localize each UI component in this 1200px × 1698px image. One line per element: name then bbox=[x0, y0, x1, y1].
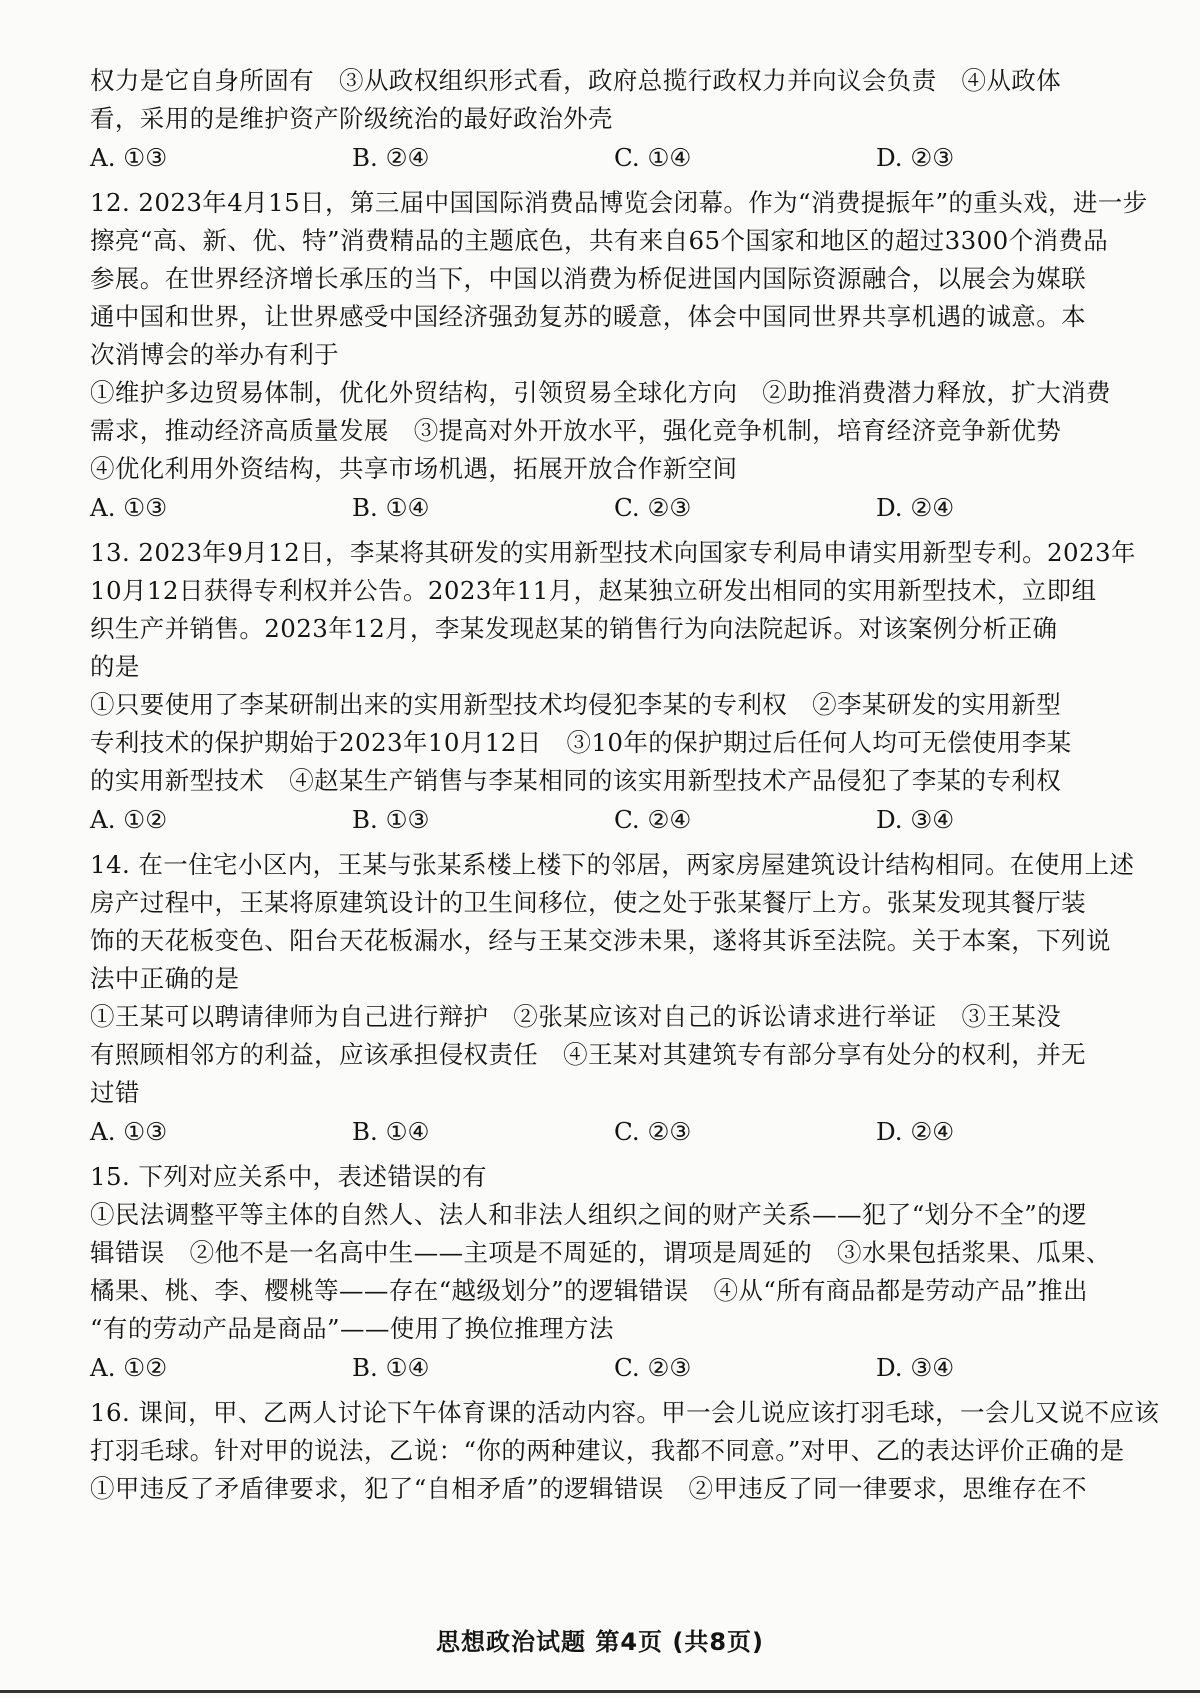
text-line: 通中国和世界，让世界感受中国经济强劲复苏的暖意，体会中国同世界共享机遇的诚意。本 bbox=[90, 302, 1086, 331]
option-a: A. ①② bbox=[90, 805, 168, 834]
text-line: 专利技术的保护期始于2023年10月12日 ③10年的保护期过后任何人均可无偿使用李某 bbox=[90, 728, 1072, 757]
text-line: 权力是它自身所固有 ③从政权组织形式看，政府总揽行政权力并向议会负责 ④从政体 bbox=[90, 66, 1062, 95]
option-c: C. ②③ bbox=[614, 1353, 692, 1382]
text-line: 13. 2023年9月12日，李某将其研发的实用新型技术向国家专利局申请实用新型专利。2023年 bbox=[90, 538, 1136, 567]
text-line: 看，采用的是维护资产阶级统治的最好政治外壳 bbox=[90, 104, 613, 133]
option-c: C. ②④ bbox=[614, 805, 692, 834]
text-line: 橘果、桃、李、樱桃等——存在“越级划分”的逻辑错误 ④从“所有商品都是劳动产品”推出 bbox=[90, 1276, 1088, 1305]
option-d: D. ②④ bbox=[876, 1117, 955, 1146]
question-16 bbox=[90, 1394, 1160, 1508]
text-line: ④优化利用外资结构，共享市场机遇，拓展开放合作新空间 bbox=[90, 454, 738, 483]
text-line: 次消博会的举办有利于 bbox=[90, 340, 339, 369]
option-c: C. ②③ bbox=[614, 1117, 692, 1146]
text-line: ①甲违反了矛盾律要求，犯了“自相矛盾”的逻辑错误 ②甲违反了同一律要求，思维存在不 bbox=[90, 1474, 1087, 1503]
text-line: 需求，推动经济高质量发展 ③提高对外开放水平，强化竞争机制，培育经济竞争新优势 bbox=[90, 416, 1062, 445]
text-line: 有照顾相邻方的利益，应该承担侵权责任 ④王某对其建筑专有部分享有处分的权利，并无 bbox=[90, 1040, 1086, 1069]
option-a: A. ①③ bbox=[90, 143, 168, 172]
answer-options bbox=[90, 138, 1160, 178]
text-line: 擦亮“高、新、优、特”消费精品的主题底色，共有来自65个国家和地区的超过3300个消费品 bbox=[90, 226, 1109, 255]
answer-options bbox=[90, 800, 1160, 840]
option-b: B. ①④ bbox=[352, 493, 430, 522]
question-11-tail bbox=[90, 62, 1160, 178]
option-c: C. ②③ bbox=[614, 493, 692, 522]
option-d: D. ②③ bbox=[876, 143, 955, 172]
text-line: 14. 在一住宅小区内，王某与张某系楼上楼下的邻居，两家房屋建筑设计结构相同。在使用上述 bbox=[90, 850, 1135, 879]
text-line: 打羽毛球。针对甲的说法，乙说：“你的两种建议，我都不同意。”对甲、乙的表达评价正确的是 bbox=[90, 1436, 1125, 1465]
option-b: B. ②④ bbox=[352, 143, 430, 172]
text-line: “有的劳动产品是商品”——使用了换位推理方法 bbox=[90, 1314, 614, 1343]
text-line: 参展。在世界经济增长承压的当下，中国以消费为桥促进国内国际资源融合，以展会为媒联 bbox=[90, 264, 1086, 293]
option-b: B. ①④ bbox=[352, 1117, 430, 1146]
question-15 bbox=[90, 1158, 1160, 1388]
text-line: ①民法调整平等主体的自然人、法人和非法人组织之间的财产关系——犯了“划分不全”的逻 bbox=[90, 1200, 1087, 1229]
page-content bbox=[90, 62, 1160, 1508]
text-line: 过错 bbox=[90, 1078, 140, 1107]
text-line: 饰的天花板变色、阳台天花板漏水，经与王某交涉未果，遂将其诉至法院。关于本案，下列说 bbox=[90, 926, 1111, 955]
option-b: B. ①④ bbox=[352, 1353, 430, 1382]
text-line: 的实用新型技术 ④赵某生产销售与李某相同的该实用新型技术产品侵犯了李某的专利权 bbox=[90, 766, 1062, 795]
bottom-rule bbox=[0, 1690, 1200, 1693]
answer-options bbox=[90, 488, 1160, 528]
option-b: B. ①③ bbox=[352, 805, 430, 834]
question-14 bbox=[90, 846, 1160, 1152]
option-d: D. ③④ bbox=[876, 1353, 955, 1382]
option-c: C. ①④ bbox=[614, 143, 692, 172]
option-d: D. ②④ bbox=[876, 493, 955, 522]
text-line: 16. 课间，甲、乙两人讨论下午体育课的活动内容。甲一会儿说应该打羽毛球，一会儿又说不应该 bbox=[90, 1398, 1160, 1427]
text-line: 的是 bbox=[90, 652, 140, 681]
text-line: ①维护多边贸易体制，优化外贸结构，引领贸易全球化方向 ②助推消费潜力释放，扩大消费 bbox=[90, 378, 1111, 407]
answer-options bbox=[90, 1112, 1160, 1152]
page-footer: 思想政治试题 第4页 (共8页) bbox=[435, 1628, 765, 1656]
text-line: ①只要使用了李某研制出来的实用新型技术均侵犯李某的专利权 ②李某研发的实用新型 bbox=[90, 690, 1062, 719]
text-line: ①王某可以聘请律师为自己进行辩护 ②张某应该对自己的诉讼请求进行举证 ③王某没 bbox=[90, 1002, 1062, 1031]
option-a: A. ①③ bbox=[90, 1117, 168, 1146]
question-13 bbox=[90, 534, 1160, 840]
text-line: 15. 下列对应关系中，表述错误的有 bbox=[90, 1162, 487, 1191]
option-d: D. ③④ bbox=[876, 805, 955, 834]
option-a: A. ①③ bbox=[90, 493, 168, 522]
question-12 bbox=[90, 184, 1160, 528]
answer-options bbox=[90, 1348, 1160, 1388]
text-line: 织生产并销售。2023年12月，李某发现赵某的销售行为向法院起诉。对该案例分析正确 bbox=[90, 614, 1058, 643]
text-line: 12. 2023年4月15日，第三届中国国际消费品博览会闭幕。作为“消费提振年”的重头戏，进一步 bbox=[90, 188, 1148, 217]
text-line: 辑错误 ②他不是一名高中生——主项是不周延的，谓项是周延的 ③水果包括浆果、瓜果、 bbox=[90, 1238, 1111, 1267]
text-line: 10月12日获得专利权并公告。2023年11月，赵某独立研发出相同的实用新型技术，立即组 bbox=[90, 576, 1097, 605]
text-line: 房产过程中，王某将原建筑设计的卫生间移位，使之处于张某餐厅上方。张某发现其餐厅装 bbox=[90, 888, 1086, 917]
option-a: A. ①② bbox=[90, 1353, 168, 1382]
text-line: 法中正确的是 bbox=[90, 964, 240, 993]
